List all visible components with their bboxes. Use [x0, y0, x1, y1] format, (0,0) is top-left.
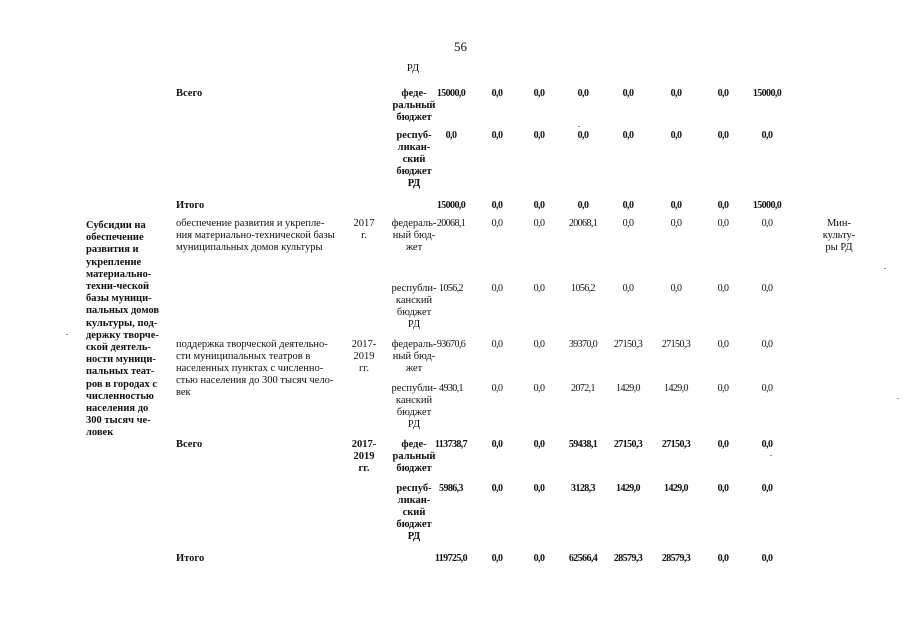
amount-cell: 0,0 [491, 553, 503, 564]
scan-speck [884, 268, 886, 269]
funding-source-republic: респуб- ликан- ский бюджет РД [396, 130, 432, 189]
amount-cell: 0,0 [533, 339, 545, 350]
scan-speck [66, 334, 68, 335]
amount-cell: 0,0 [717, 200, 729, 211]
funding-source-republic: респуб- ликан- ский бюджет РД [396, 483, 432, 542]
amount-cell: 0,0 [533, 439, 545, 450]
continued-source-label: РД [406, 63, 420, 74]
amount-cell: 0,0 [622, 218, 634, 229]
amount-cell: 0,0 [670, 200, 682, 211]
amount-cell: 15000,0 [436, 88, 466, 99]
grand-total-label: Итого [176, 200, 205, 211]
section-title: Субсидии на обеспечение развития и укрепление материально- техни-ческой базы муници- пальных домов культуры, под- держку творче- ской деятель- ности муници- пальных теат- ров в городах с численностью населения до 300 тысяч че- ловек [86, 220, 159, 439]
amount-cell: 0,0 [577, 130, 589, 141]
amount-cell: 1429,0 [616, 383, 640, 394]
amount-cell: 59438,1 [568, 439, 598, 450]
period-cell: 2017- 2019 гг. [351, 339, 377, 374]
amount-cell: 0,0 [577, 88, 589, 99]
activity-description: поддержка творческой деятельно- сти муниципальных театров в населенных пунктах с численно- стью населения до 300 тысяч чело- век [176, 339, 334, 398]
amount-cell: 0,0 [761, 283, 773, 294]
period-cell: 2017 г. [353, 218, 375, 241]
amount-cell: 0,0 [717, 553, 729, 564]
amount-cell: 0,0 [533, 283, 545, 294]
amount-cell: 0,0 [622, 88, 634, 99]
amount-cell: 3128,3 [571, 483, 595, 494]
amount-cell: 20068,1 [436, 218, 466, 229]
amount-cell: 0,0 [761, 553, 773, 564]
amount-cell: 0,0 [533, 88, 545, 99]
amount-cell: 2072,1 [571, 383, 595, 394]
amount-cell: 1429,0 [616, 483, 640, 494]
amount-cell: 1056,2 [571, 283, 595, 294]
amount-cell: 0,0 [577, 200, 589, 211]
amount-cell: 0,0 [670, 130, 682, 141]
amount-cell: 93670,6 [436, 339, 466, 350]
amount-cell: 0,0 [491, 383, 503, 394]
grand-total-label: Итого [176, 553, 205, 564]
funding-source-federal: федераль- ный бюд- жет [391, 339, 437, 374]
amount-cell: 4930,1 [439, 383, 463, 394]
amount-cell: 39370,0 [568, 339, 598, 350]
activity-description: обеспечение развития и укрепле- ния материально-технической базы муниципальных домов культуры [176, 218, 335, 253]
scan-speck [897, 398, 899, 399]
amount-cell: 0,0 [491, 88, 503, 99]
funding-source-federal: феде- ральный бюджет [392, 88, 436, 123]
amount-cell: 0,0 [533, 383, 545, 394]
amount-cell: 113738,7 [434, 439, 468, 450]
amount-cell: 0,0 [533, 218, 545, 229]
amount-cell: 28579,3 [661, 553, 691, 564]
amount-cell: 28579,3 [613, 553, 643, 564]
page-number: 56 [454, 39, 467, 54]
amount-cell: 1429,0 [664, 483, 688, 494]
amount-cell: 0,0 [622, 130, 634, 141]
amount-cell: 0,0 [533, 553, 545, 564]
amount-cell: 0,0 [533, 200, 545, 211]
amount-cell: 0,0 [491, 283, 503, 294]
amount-cell: 0,0 [717, 218, 729, 229]
amount-cell: 15000,0 [752, 88, 782, 99]
amount-cell: 0,0 [717, 130, 729, 141]
amount-cell: 0,0 [491, 483, 503, 494]
amount-cell: 15000,0 [436, 200, 466, 211]
amount-cell: 0,0 [533, 130, 545, 141]
amount-cell: 62566,4 [568, 553, 598, 564]
amount-cell: 0,0 [491, 439, 503, 450]
amount-cell: 0,0 [491, 130, 503, 141]
executor-cell: Мин- культу- ры РД [822, 218, 856, 253]
amount-cell: 119725,0 [434, 553, 468, 564]
total-label: Всего [176, 88, 203, 99]
amount-cell: 0,0 [670, 88, 682, 99]
amount-cell: 0,0 [491, 339, 503, 350]
amount-cell: 0,0 [761, 439, 773, 450]
amount-cell: 0,0 [717, 483, 729, 494]
amount-cell: 0,0 [533, 483, 545, 494]
amount-cell: 1056,2 [439, 283, 463, 294]
amount-cell: 27150,3 [661, 439, 691, 450]
amount-cell: 0,0 [491, 200, 503, 211]
amount-cell: 0,0 [761, 483, 773, 494]
amount-cell: 0,0 [761, 218, 773, 229]
funding-source-republic: республи- канский бюджет РД [391, 283, 437, 330]
amount-cell: 0,0 [717, 283, 729, 294]
amount-cell: 0,0 [761, 130, 773, 141]
amount-cell: 1429,0 [664, 383, 688, 394]
funding-source-republic: республи- канский бюджет РД [391, 383, 437, 430]
funding-source-federal: феде- ральный бюджет [392, 439, 436, 474]
period-cell: 2017- 2019 гг. [351, 439, 377, 474]
amount-cell: 0,0 [761, 339, 773, 350]
amount-cell: 0,0 [622, 283, 634, 294]
amount-cell: 27150,3 [613, 439, 643, 450]
amount-cell: 0,0 [717, 339, 729, 350]
amount-cell: 0,0 [670, 218, 682, 229]
total-label: Всего [176, 439, 203, 450]
scan-speck [770, 455, 772, 456]
amount-cell: 0,0 [717, 439, 729, 450]
amount-cell: 5986,3 [439, 483, 463, 494]
funding-source-federal: федераль- ный бюд- жет [391, 218, 437, 253]
amount-cell: 0,0 [717, 88, 729, 99]
amount-cell: 0,0 [622, 200, 634, 211]
amount-cell: 20068,1 [568, 218, 598, 229]
amount-cell: 0,0 [445, 130, 457, 141]
amount-cell: 0,0 [761, 383, 773, 394]
amount-cell: 0,0 [717, 383, 729, 394]
amount-cell: 27150,3 [613, 339, 643, 350]
scan-speck [578, 126, 580, 127]
amount-cell: 0,0 [670, 283, 682, 294]
amount-cell: 27150,3 [661, 339, 691, 350]
amount-cell: 15000,0 [752, 200, 782, 211]
amount-cell: 0,0 [491, 218, 503, 229]
